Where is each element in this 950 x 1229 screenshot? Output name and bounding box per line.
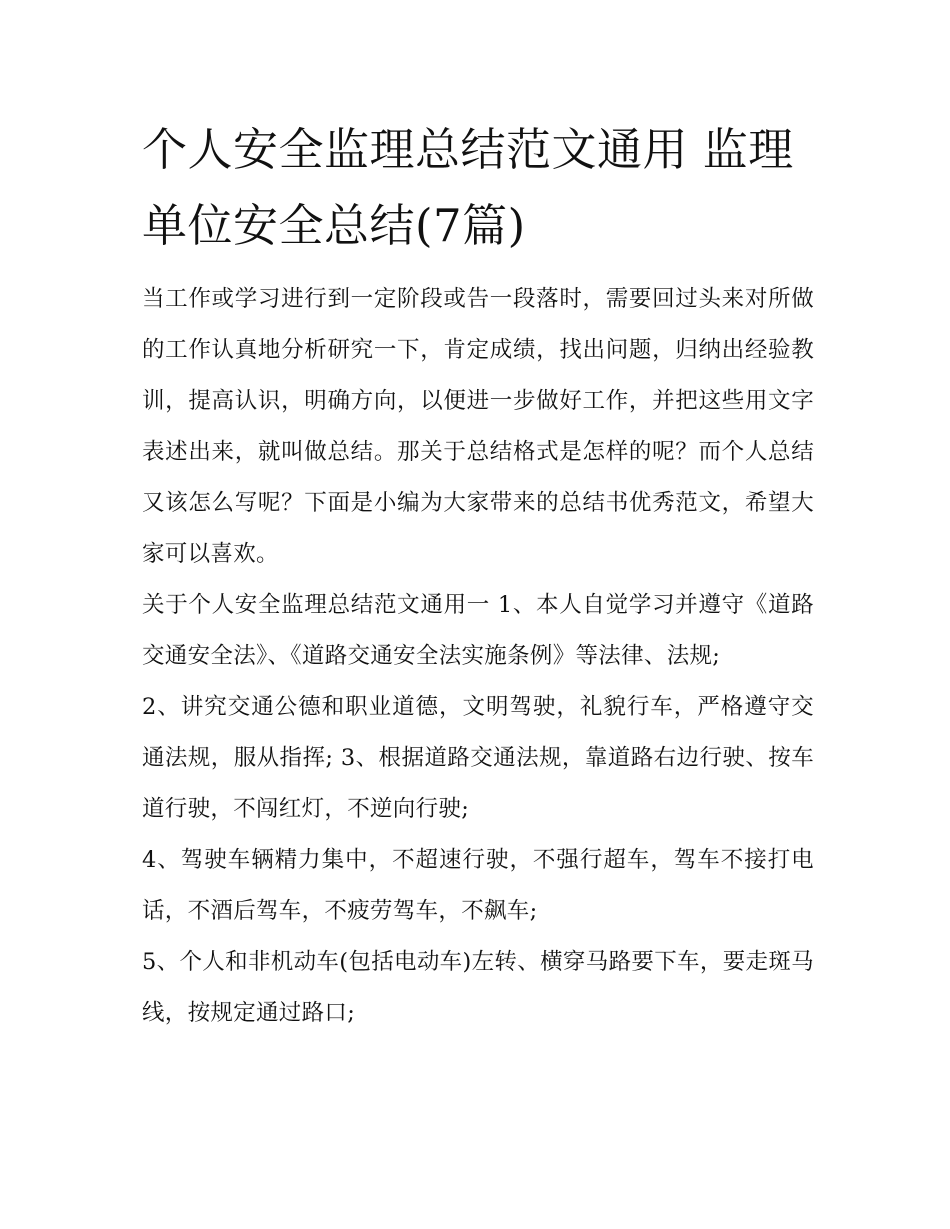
paragraph-item-2-3: 2、讲究交通公德和职业道德，文明驾驶，礼貌行车，严格遵守交通法规，服从指挥; 3、根据道路交通法规，靠道路右边行驶、按车道行驶，不闯红灯，不逆向行驶; — [142, 694, 814, 822]
paragraph-item-4: 4、驾驶车辆精力集中，不超速行驶，不强行超车，驾车不接打电话，不酒后驾车，不疲劳驾车，不飙车; — [142, 847, 814, 924]
paragraph-item-1: 关于个人安全监理总结范文通用一 1、本人自觉学习并遵守《道路交通安全法》、《道路交通安全法实施条例》等法律、法规; — [142, 592, 814, 669]
paragraph-item-5: 5、个人和非机动车(包括电动车)左转、横穿马路要下车，要走斑马线，按规定通过路口; — [142, 949, 814, 1026]
document-body — [142, 112, 814, 1039]
document-title: 个人安全监理总结范文通用 监理单位安全总结(7篇) — [142, 123, 794, 252]
paragraph-intro: 当工作或学习进行到一定阶段或告一段落时，需要回过头来对所做的工作认真地分析研究一下，肯定成绩，找出问题，归纳出经验教训，提高认识，明确方向，以便进一步做好工作，并把这些用文字表述出来，就叫做总结。那关于总结格式是怎样的呢？而个人总结又该怎么写呢？下面是小编为大家带来的总结书优秀范文，希望大家可以喜欢。 — [142, 286, 814, 567]
